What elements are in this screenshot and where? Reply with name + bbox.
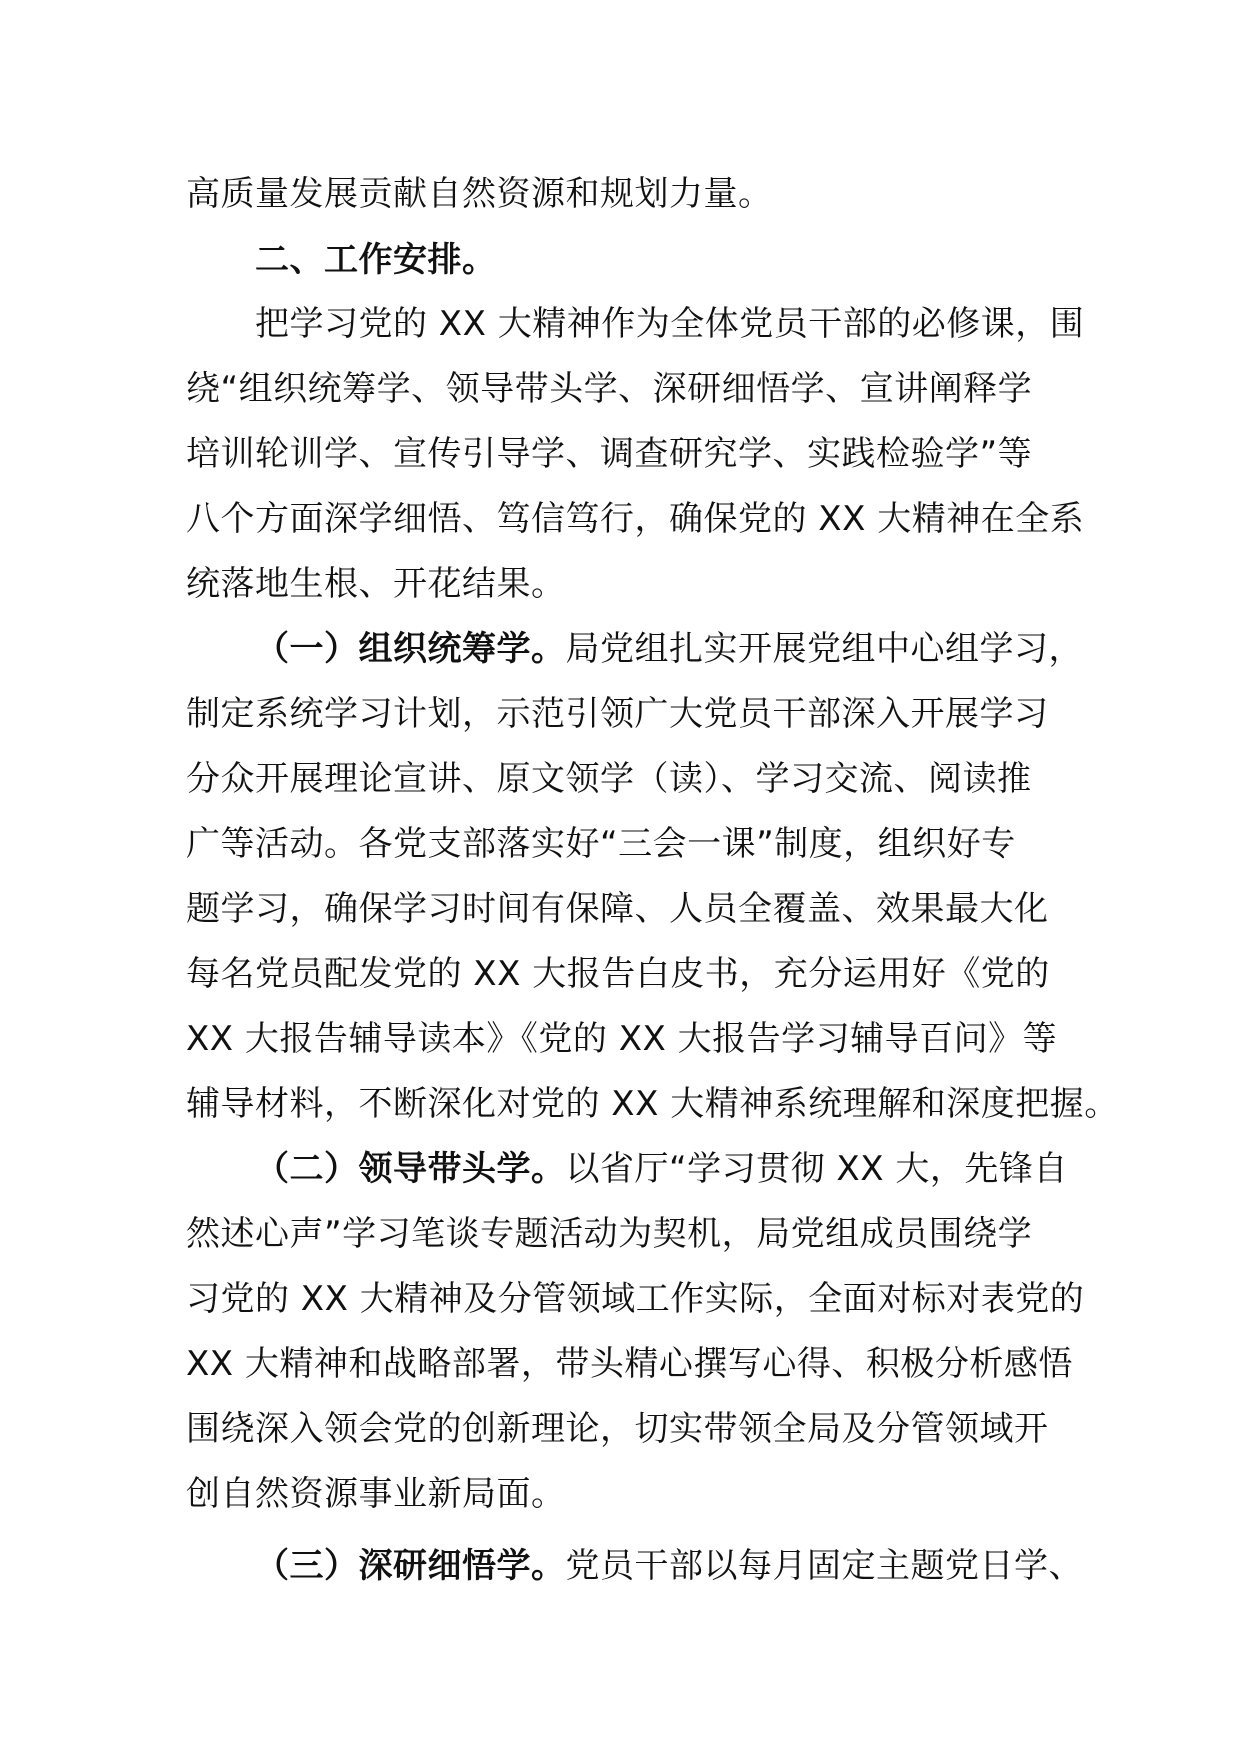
- subsection-text: 以省厅“学习贯彻 XX 大，先锋自: [565, 1149, 1068, 1189]
- paragraph-line: XX 大报告辅导读本》《党的 XX 大报告学习辅导百问》等: [186, 1019, 1058, 1059]
- paragraph-line: 习党的 XX 大精神及分管领域工作实际，全面对标对表党的: [186, 1279, 1085, 1319]
- section-heading: 二、工作安排。: [255, 240, 497, 280]
- paragraph-line: 统落地生根、开花结果。: [186, 564, 566, 604]
- paragraph-line: 创自然资源事业新局面。: [186, 1474, 566, 1514]
- paragraph-line: 绕“组织统筹学、领导带头学、深研细悟学、宣讲阐释学: [186, 369, 1033, 409]
- subsection-text: 局党组扎实开展党组中心组学习，: [565, 629, 1083, 669]
- subsection-heading: （三）深研细悟学。: [255, 1546, 566, 1586]
- subsection-text: 党员干部以每月固定主题党日学、: [565, 1546, 1083, 1586]
- paragraph-line: 围绕深入领会党的创新理论，切实带领全局及分管领域开: [186, 1409, 1049, 1449]
- subsection-heading: （二）领导带头学。: [255, 1149, 566, 1189]
- paragraph-line: 辅导材料，不断深化对党的 XX 大精神系统理解和深度把握。: [186, 1084, 1119, 1124]
- paragraph-line: 题学习，确保学习时间有保障、人员全覆盖、效果最大化: [186, 889, 1049, 929]
- paragraph-line: 广等活动。各党支部落实好“三会一课”制度，组织好专: [186, 824, 1016, 864]
- subsection-line: [255, 1544, 1083, 1588]
- paragraph-line: 分众开展理论宣讲、原文领学（读）、学习交流、阅读推: [186, 759, 1032, 799]
- paragraph-line: 制定系统学习计划，示范引领广大党员干部深入开展学习: [186, 694, 1049, 734]
- subsection-heading: （一）组织统筹学。: [255, 629, 566, 669]
- paragraph-line: XX 大精神和战略部署，带头精心撰写心得、积极分析感悟: [186, 1344, 1073, 1384]
- subsection-line: [255, 627, 1083, 671]
- paragraph-line: 培训轮训学、宣传引导学、调查研究学、实践检验学”等: [186, 434, 1033, 474]
- paragraph-line: 然述心声”学习笔谈专题活动为契机，局党组成员围绕学: [186, 1214, 1033, 1254]
- paragraph-line: 高质量发展贡献自然资源和规划力量。: [186, 174, 773, 214]
- subsection-line: [255, 1147, 1068, 1191]
- paragraph-line: 把学习党的 XX 大精神作为全体党员干部的必修课，围: [255, 304, 1085, 344]
- paragraph-line: 八个方面深学细悟、笃信笃行，确保党的 XX 大精神在全系: [186, 499, 1085, 539]
- paragraph-line: 每名党员配发党的 XX 大报告白皮书，充分运用好《党的: [186, 954, 1050, 994]
